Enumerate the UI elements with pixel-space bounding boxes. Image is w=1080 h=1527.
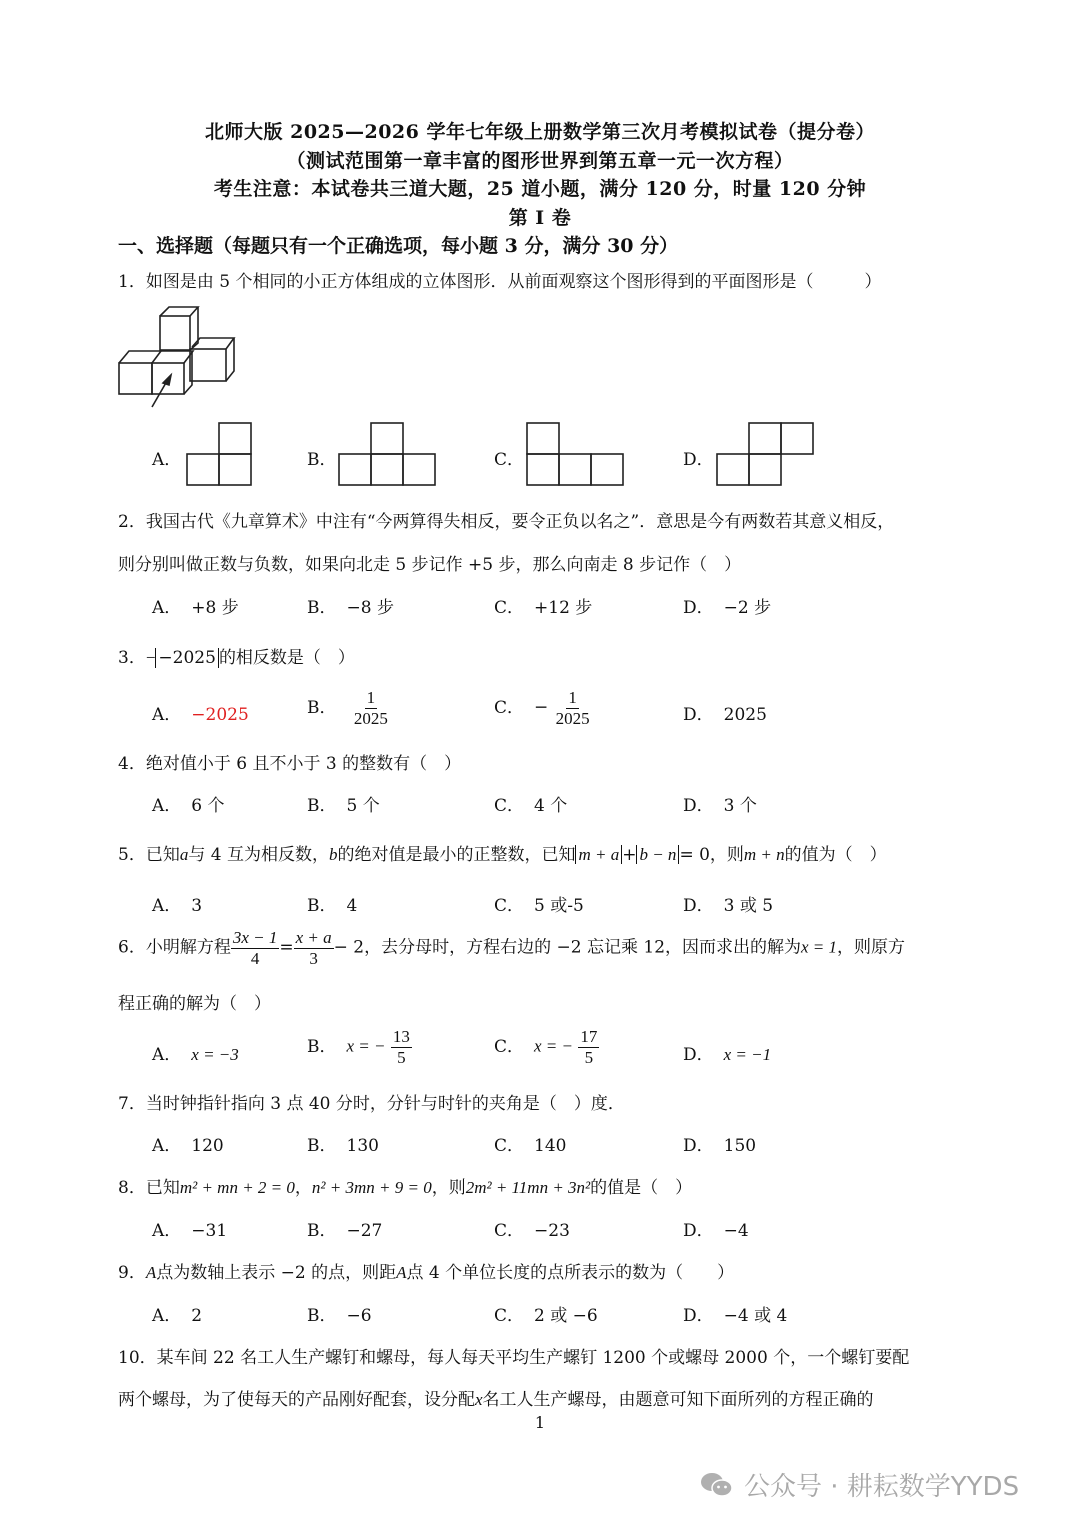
plus-sign: + xyxy=(622,845,637,865)
option-label: C． xyxy=(494,1306,525,1326)
q3-option-b[interactable] xyxy=(307,688,390,728)
option-label: B． xyxy=(307,1306,337,1326)
option-label: B． xyxy=(307,450,337,470)
option-label: D． xyxy=(683,1221,714,1241)
option-text: 2 xyxy=(191,1306,203,1326)
numerator: 1 xyxy=(366,688,376,707)
question-text: 的相反数是（ ） xyxy=(218,648,355,668)
q9-option-a[interactable] xyxy=(152,1301,202,1326)
denominator: 5 xyxy=(397,1047,406,1067)
fraction xyxy=(352,688,390,728)
fraction xyxy=(391,1027,412,1067)
option-label: D． xyxy=(683,1306,714,1326)
absolute-value: b − n xyxy=(636,845,679,864)
option-text: 130 xyxy=(346,1136,379,1156)
option-text: −8 步 xyxy=(346,598,394,618)
q6-option-d[interactable] xyxy=(683,1040,771,1065)
q3-option-a[interactable] xyxy=(152,700,249,725)
numerator: 13 xyxy=(392,1027,410,1046)
option-label: B． xyxy=(307,1036,337,1057)
question-4 xyxy=(118,749,461,774)
option-text: 5 个 xyxy=(346,796,380,816)
question-text: 某车间 22 名工人生产螺钉和螺母，每人每天平均生产螺钉 1200 个或螺母 2000 个，一个螺钉要配 xyxy=(156,1348,910,1368)
denominator: 2025 xyxy=(353,708,388,728)
question-number: 3． xyxy=(118,648,146,668)
option-label: D． xyxy=(683,1136,714,1156)
option-text: −2 步 xyxy=(723,598,772,618)
question-8 xyxy=(118,1173,692,1198)
q3-option-d[interactable] xyxy=(683,700,767,725)
solution: x = 1 xyxy=(801,937,838,957)
q8-option-d[interactable] xyxy=(683,1216,749,1241)
q2-option-d[interactable] xyxy=(683,593,771,618)
option-label: B． xyxy=(307,896,337,916)
denominator: 3 xyxy=(309,948,318,968)
option-label: C． xyxy=(494,896,525,916)
option-text-highlighted: −2025 xyxy=(191,705,249,725)
expression: m + n xyxy=(743,845,785,864)
option-label: C． xyxy=(494,796,525,816)
question-number: 5． xyxy=(118,845,146,865)
var-x: x xyxy=(475,1390,483,1409)
question-5 xyxy=(118,840,887,865)
option-label: A． xyxy=(152,1136,182,1156)
watermark xyxy=(700,1466,1019,1503)
front-view-option-c xyxy=(526,422,624,486)
q5-option-c[interactable] xyxy=(494,891,584,916)
option-label: C． xyxy=(494,598,525,618)
q8-option-c[interactable] xyxy=(494,1216,570,1241)
option-text: 2 或 −6 xyxy=(534,1306,598,1326)
question-9 xyxy=(118,1258,734,1283)
option-label: D． xyxy=(683,705,714,725)
text: 已知 xyxy=(145,845,180,865)
absolute-value: m + a xyxy=(575,845,622,864)
cube-front-middle xyxy=(152,351,193,394)
expression: 2m² + 11mn + 3n² xyxy=(465,1178,591,1197)
option-label: B． xyxy=(307,1136,337,1156)
q6-option-c[interactable] xyxy=(494,1027,599,1067)
option-text: 2025 xyxy=(723,705,767,725)
text: = 0，则 xyxy=(679,845,744,865)
question-text: 绝对值小于 6 且不小于 3 的整数有（ ） xyxy=(145,754,462,774)
option-text: −6 xyxy=(346,1306,372,1326)
q7-option-b[interactable] xyxy=(307,1131,379,1156)
exam-notice: 考生注意：本试卷共三道大题，25 道小题，满分 120 分，时量 120 分钟 xyxy=(213,178,867,200)
numerator: 1 xyxy=(568,688,577,707)
q5-option-d[interactable] xyxy=(683,891,773,916)
text: 的值是（ ） xyxy=(590,1178,693,1198)
option-label: D． xyxy=(683,598,714,618)
front-view-option-a xyxy=(186,422,252,486)
option-label: B． xyxy=(307,598,337,618)
option-label: B． xyxy=(307,1221,337,1241)
question-1 xyxy=(118,267,881,292)
option-lhs: x = − xyxy=(346,1036,386,1056)
option-text: 5 或-5 xyxy=(534,896,584,916)
option-label: D． xyxy=(683,896,714,916)
question-number: 2． xyxy=(118,512,146,532)
point-a: A xyxy=(396,1263,407,1282)
numerator: x + a xyxy=(295,928,332,947)
option-label: A． xyxy=(152,1306,182,1326)
question-text: 我国古代《九章算术》中注有“今两算得失相反，要令正负以名之”．意思是今有两数若其意义相反， xyxy=(145,512,895,532)
q4-option-a[interactable] xyxy=(152,791,225,816)
option-text: −31 xyxy=(191,1221,228,1241)
page-number: 1 xyxy=(534,1413,546,1432)
option-label: D． xyxy=(683,1045,714,1065)
option-text: x = −1 xyxy=(723,1045,772,1064)
front-view-option-b xyxy=(338,422,436,486)
option-label: B． xyxy=(307,796,337,816)
option-text: −23 xyxy=(534,1221,570,1241)
text: 已知 xyxy=(145,1178,180,1198)
q9-option-d[interactable] xyxy=(683,1301,787,1326)
fraction xyxy=(294,928,334,968)
option-label: C． xyxy=(494,450,525,470)
numerator: 17 xyxy=(580,1027,598,1046)
option-label: A． xyxy=(152,598,182,618)
option-label: A． xyxy=(152,896,182,916)
question-7 xyxy=(118,1089,625,1114)
denominator: 5 xyxy=(584,1047,594,1067)
fraction xyxy=(578,1027,599,1067)
q6-option-a[interactable] xyxy=(152,1040,239,1065)
question-6-line-2: 程正确的解为（ ） xyxy=(118,994,271,1014)
text: ，则 xyxy=(431,1178,466,1198)
absolute-value: −2025 xyxy=(155,648,219,668)
text: 小明解方程 xyxy=(145,937,231,958)
q9-option-c[interactable] xyxy=(494,1301,598,1326)
option-label: D． xyxy=(683,796,714,816)
question-6 xyxy=(118,928,905,968)
question-text: 如图是由 5 个相同的小正方体组成的立体图形．从前面观察这个图形得到的平面图形是（ ） xyxy=(145,272,882,292)
option-text: 3 xyxy=(191,896,203,916)
option-label: A． xyxy=(152,450,182,470)
text: − 2，去分母时，方程右边的 −2 忘记乘 12，因而求出的解为 xyxy=(333,937,802,958)
cube-top xyxy=(160,307,198,350)
point-a: A xyxy=(145,1263,157,1282)
option-lhs: x = − xyxy=(534,1036,574,1056)
exam-title: 北师大版 2025—2026 学年七年级上册数学第三次月考模拟试卷（提分卷） xyxy=(205,121,875,143)
option-label: D． xyxy=(683,450,714,470)
q8-option-b[interactable] xyxy=(307,1216,382,1241)
option-label: A． xyxy=(152,1045,182,1065)
fraction xyxy=(554,688,592,728)
option-text: 4 个 xyxy=(534,796,568,816)
question-number: 8． xyxy=(118,1178,146,1198)
q9-option-b[interactable] xyxy=(307,1301,372,1326)
option-text: x = −3 xyxy=(191,1045,239,1064)
text: 名工人生产螺母，由题意可知下面所列的方程正确的 xyxy=(482,1390,874,1410)
volume-label: 第 I 卷 xyxy=(508,207,572,229)
denominator: 2025 xyxy=(555,708,590,728)
q4-option-d[interactable] xyxy=(683,791,757,816)
question-2-line-2: 则分别叫做正数与负数，如果向北走 5 步记作 +5 步，那么向南走 8 步记作（ ） xyxy=(118,555,742,575)
text: 的绝对值是最小的正整数，已知 xyxy=(337,845,576,865)
option-label: B． xyxy=(307,697,337,718)
option-label: C． xyxy=(494,1136,525,1156)
minus-sign: − xyxy=(145,648,156,667)
option-text: 3 或 5 xyxy=(723,896,774,916)
section-heading: 一、选择题（每题只有一个正确选项，每小题 3 分，满分 30 分） xyxy=(118,235,679,257)
q6-option-b[interactable] xyxy=(307,1027,412,1067)
cube-solid-figure xyxy=(112,303,242,413)
cube-front-left xyxy=(119,351,161,394)
option-label: C． xyxy=(494,1036,525,1057)
q3-option-c[interactable] xyxy=(494,688,592,728)
option-text: 3 个 xyxy=(723,796,757,816)
question-number: 9． xyxy=(118,1263,146,1283)
option-text: −4 或 4 xyxy=(723,1306,788,1326)
option-label: A． xyxy=(152,796,182,816)
text: 点为数轴上表示 −2 的点，则距 xyxy=(156,1263,397,1283)
q8-option-a[interactable] xyxy=(152,1216,227,1241)
q2-option-b[interactable] xyxy=(307,593,394,618)
option-label: C． xyxy=(494,697,525,718)
text: 与 4 互为相反数， xyxy=(188,845,329,865)
option-text: 6 个 xyxy=(191,796,225,816)
question-3 xyxy=(118,643,355,668)
q7-option-d[interactable] xyxy=(683,1131,756,1156)
q7-option-a[interactable] xyxy=(152,1131,224,1156)
denominator: 4 xyxy=(250,948,260,968)
equation: n² + 3mn + 9 = 0 xyxy=(311,1178,432,1197)
text: 的值为（ ） xyxy=(784,845,887,865)
option-text: +12 步 xyxy=(534,598,593,618)
watermark-text: 公众号 · 耕耘数学YYDS xyxy=(744,1472,1020,1502)
numerator: 3x − 1 xyxy=(232,928,278,947)
option-text: 4 xyxy=(346,896,358,916)
text: ，则原方 xyxy=(837,937,906,958)
question-number: 1． xyxy=(118,272,146,292)
question-2 xyxy=(118,507,894,532)
front-view-option-d xyxy=(716,422,814,486)
text: 两个螺母，为了使每天的产品刚好配套，设分配 xyxy=(118,1390,475,1410)
q2-option-c[interactable] xyxy=(494,593,592,618)
q4-option-b[interactable] xyxy=(307,791,380,816)
fraction xyxy=(231,928,280,968)
option-text: +8 步 xyxy=(191,598,239,618)
q7-option-c[interactable] xyxy=(494,1131,566,1156)
option-text: −4 xyxy=(723,1221,749,1241)
q4-option-c[interactable] xyxy=(494,791,567,816)
text: 点 4 个单位长度的点所表示的数为（ ） xyxy=(406,1263,735,1283)
option-text: 140 xyxy=(534,1136,567,1156)
text: ， xyxy=(294,1178,312,1198)
var-a: a xyxy=(179,845,189,864)
wechat-icon xyxy=(700,1471,734,1499)
option-text: −27 xyxy=(346,1221,383,1241)
equation: m² + mn + 2 = 0 xyxy=(179,1178,295,1197)
question-number: 7． xyxy=(118,1094,146,1114)
option-text: 120 xyxy=(191,1136,224,1156)
option-label: A． xyxy=(152,705,182,725)
option-text: 150 xyxy=(723,1136,757,1156)
question-number: 10． xyxy=(118,1348,157,1368)
equals-sign: = xyxy=(279,937,294,958)
question-text: 当时钟指针指向 3 点 40 分时，分针与时针的夹角是（ ）度． xyxy=(145,1094,625,1114)
q2-option-a[interactable] xyxy=(152,593,239,618)
minus-sign: − xyxy=(534,697,549,718)
option-label: A． xyxy=(152,1221,182,1241)
option-label: C． xyxy=(494,1221,525,1241)
question-number: 4． xyxy=(118,754,146,774)
exam-scope: （测试范围第一章丰富的图形世界到第五章一元一次方程） xyxy=(286,150,794,172)
question-10-line-2 xyxy=(118,1385,874,1410)
question-number: 6． xyxy=(118,937,146,958)
view-arrow-icon xyxy=(152,375,171,407)
q5-option-a[interactable] xyxy=(152,891,202,916)
question-10 xyxy=(118,1343,909,1368)
q5-option-b[interactable] xyxy=(307,891,357,916)
var-b: b xyxy=(328,845,338,864)
